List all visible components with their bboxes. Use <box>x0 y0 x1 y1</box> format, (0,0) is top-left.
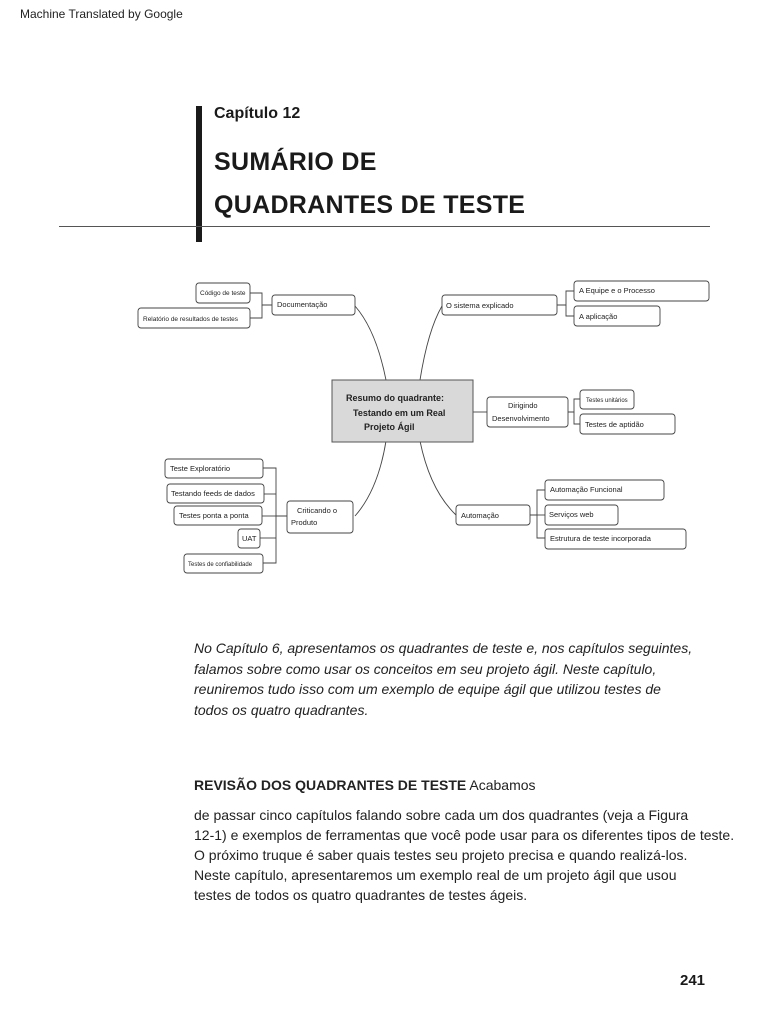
node-criticando-label-2: Produto <box>291 518 318 527</box>
node-feeds-label: Testando feeds de dados <box>171 489 255 498</box>
node-auto-funcional-label: Automação Funcional <box>550 485 623 494</box>
node-automacao-label: Automação <box>461 511 499 520</box>
chapter-title-line-2: QUADRANTES DE TESTE <box>214 191 526 219</box>
node-exploratorio-label: Teste Exploratório <box>170 464 231 473</box>
center-text-1: Resumo do quadrante: <box>346 393 445 403</box>
intro-line: No Capítulo 6, apresentamos os quadrantes de teste e, nos capítulos seguintes, <box>194 640 693 656</box>
machine-translated-note: Machine Translated by Google <box>20 7 183 21</box>
body-line: de passar cinco capítulos falando sobre cada um dos quadrantes (veja a Figura <box>194 807 689 823</box>
node-aplicacao-label: A aplicação <box>579 312 618 321</box>
node-criticando-label-1: Criticando o <box>297 506 338 515</box>
section-heading: REVISÃO DOS QUADRANTES DE TESTE <box>194 777 467 793</box>
title-rule <box>59 226 710 227</box>
intro-line: todos os quatro quadrantes. <box>194 701 369 718</box>
node-dirigindo-label-2: Desenvolvimento <box>492 414 550 423</box>
center-text-3: Projeto Ágil <box>364 422 415 432</box>
section-lead: Acabamos <box>469 777 536 793</box>
node-dirigindo-label-1: Dirigindo <box>508 401 538 410</box>
node-aptidao-label: Testes de aptidão <box>585 420 644 429</box>
node-confiabilidade-label: Testes de confiabilidade <box>188 562 253 568</box>
body-line: testes de todos os quatro quadrantes de testes ágeis. <box>194 887 528 903</box>
node-servicos-label: Serviços web <box>549 510 594 519</box>
body-line: Neste capítulo, apresentaremos um exemplo real de um projeto ágil que usou <box>194 867 677 883</box>
page-number: 241 <box>680 972 706 989</box>
node-codigo-teste-label: Código de teste <box>200 290 246 297</box>
node-estrutura-label: Estrutura de teste incorporada <box>550 534 651 543</box>
section-body <box>194 805 754 905</box>
node-uat-label: UAT <box>242 534 257 543</box>
body-line: 12-1) e exemplos de ferramentas que você pode usar para os diferentes tipos de teste. <box>194 827 735 843</box>
node-documentacao-label: Documentação <box>277 300 328 309</box>
mind-map-diagram <box>0 270 768 590</box>
node-sistema-label: O sistema explicado <box>446 301 514 310</box>
node-unitarios-label: Testes unitários <box>586 398 628 404</box>
section-heading-line <box>194 777 734 793</box>
chapter-bar <box>196 106 202 242</box>
intro-line: reuniremos tudo isso com um exemplo de equipe ágil que utilizou testes de <box>194 681 661 697</box>
chapter-title-line-1: SUMÁRIO DE <box>214 148 377 176</box>
node-relatorio-label: Relatório de resultados de testes <box>143 316 239 323</box>
node-ponta-label: Testes ponta a ponta <box>179 511 249 520</box>
center-text-2: Testando em um Real <box>353 408 446 418</box>
intro-paragraph <box>194 638 734 720</box>
node-equipe-label: A Equipe e o Processo <box>579 286 655 295</box>
body-line: O próximo truque é saber quais testes seu projeto precisa e quando realizá-los. <box>194 847 688 863</box>
intro-line: falamos sobre como usar os conceitos em seu projeto ágil. Neste capítulo, <box>194 660 657 677</box>
chapter-label: Capítulo 12 <box>214 105 301 122</box>
